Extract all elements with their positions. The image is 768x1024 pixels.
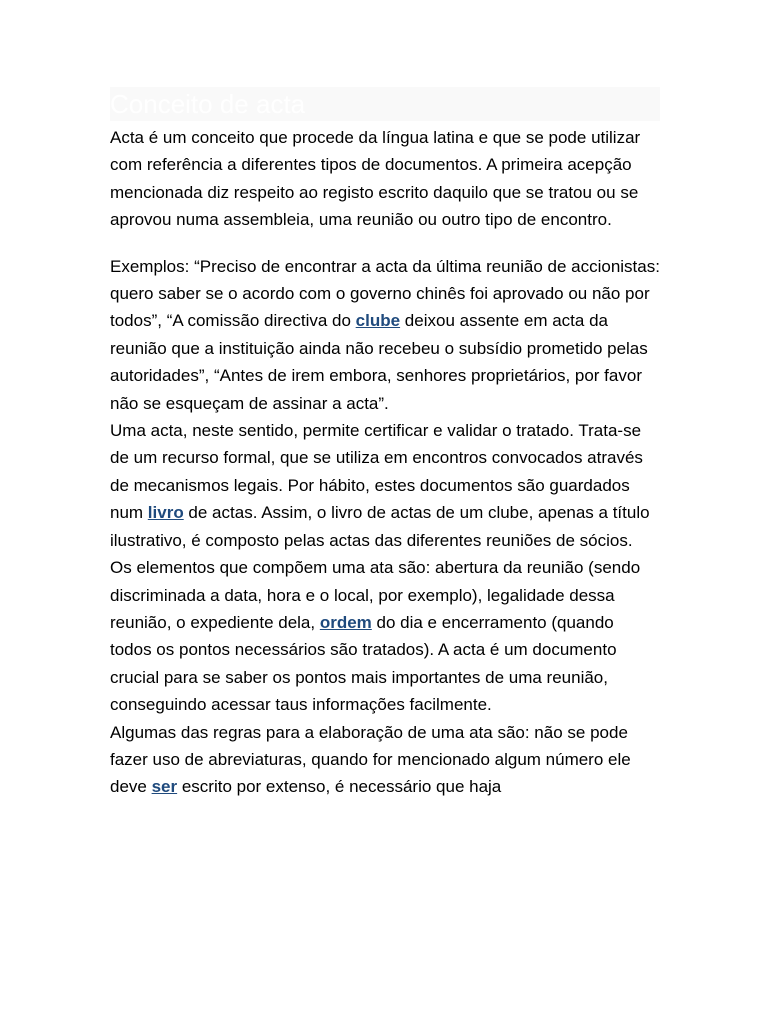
text-segment-acta-sentido: Uma acta, neste sentido, permite certificar e validar o tratado. Trata-se de um recurso formal, que se utiliza em encontros convocados através de mecanismos legais. Por hábito, estes documentos são guardados num: [110, 421, 643, 523]
link-livro[interactable]: livro: [147, 503, 184, 523]
intro-paragraph: Acta é um conceito que procede da língua latina e que se pode utilizar com referência a diferentes tipos de documentos. A primeira acepção mencionada diz respeito ao registo escrito daquilo que se tratou ou se aprovou numa assembleia, uma reunião ou outro tipo de encontro.: [110, 128, 641, 230]
text-segment-examples: Exemplos: “Preciso de encontrar a acta da última reunião de accionistas: quero saber se o acordo com o governo chinês foi aprovado ou não por todos”, “A comissão directiva do: [110, 256, 660, 331]
text-segment-extenso: escrito por extenso, é necessário que haja: [177, 777, 502, 797]
text-segment-elementos: Os elementos que compõem uma ata são: abertura da reunião (sendo discriminada a data, hora e o local, por exemplo), legalidade dessa reunião, o expediente dela,: [110, 558, 641, 632]
text-segment-livro-actas: de actas. Assim, o livro de actas de um clube, apenas a título ilustrativo, é composto pelas actas das diferentes reuniões de sócios.: [110, 503, 650, 550]
link-clube[interactable]: clube: [355, 311, 401, 331]
document-page: [110, 87, 660, 801]
text-segment-ordem-dia: do dia e encerramento (quando todos os pontos necessários são tratados). A acta é um documento crucial para se saber os pontos mais importantes de uma reunião, conseguindo acessar taus informações facilmente.: [110, 612, 617, 715]
text-segment-examples-end: deixou assente em acta da reunião que a instituição ainda não recebeu o subsídio prometido pelas autoridades”, “Antes de irem embora, senhores proprietários, por favor não se esqueçam de assinar a acta”.: [110, 311, 648, 413]
page-title: Conceito de acta: [110, 89, 306, 119]
link-ser[interactable]: ser: [151, 777, 178, 797]
body-paragraph: [110, 253, 660, 801]
title-bar: [110, 87, 660, 121]
text-segment-regras: Algumas das regras para a elaboração de uma ata são: não se pode fazer uso de abreviaturas, quando for mencionado algum número ele deve: [110, 722, 631, 797]
link-ordem[interactable]: ordem: [319, 612, 372, 632]
paragraph-gap: [110, 234, 660, 253]
